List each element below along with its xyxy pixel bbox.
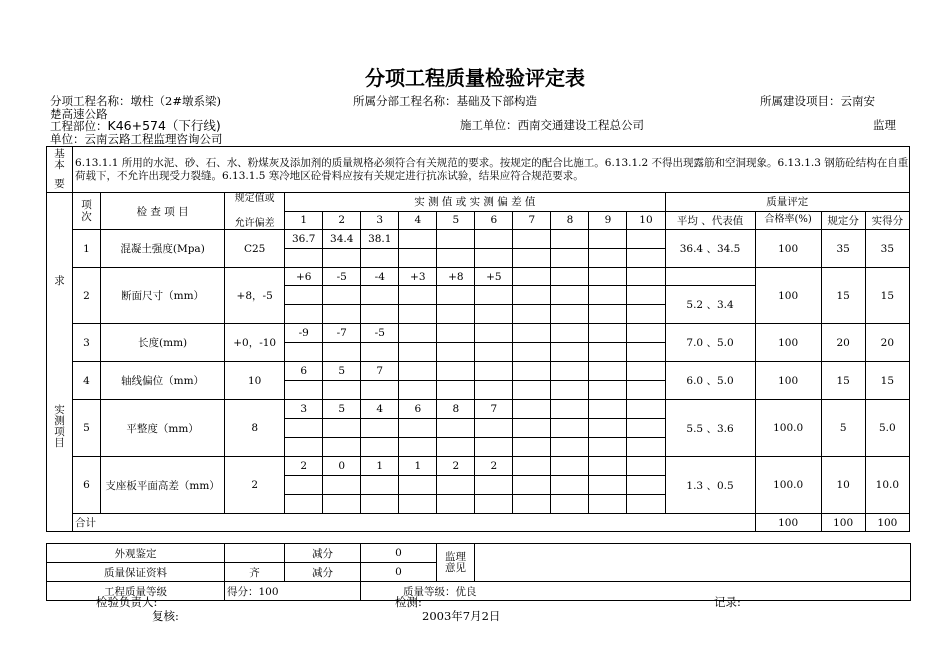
cell bbox=[513, 457, 551, 476]
total-label: 合计 bbox=[73, 514, 756, 532]
project-name-a: 所属建设项目：云南安 bbox=[760, 94, 875, 108]
appearance-deduct: 0 bbox=[361, 544, 437, 563]
row-4-avg: 6.0 、5.0 bbox=[665, 362, 755, 400]
col-spec-2: 允许偏差 bbox=[234, 218, 275, 229]
cell bbox=[513, 495, 551, 514]
cell bbox=[513, 305, 551, 324]
cell bbox=[551, 400, 589, 419]
cell bbox=[323, 495, 361, 514]
location-label: 工程部位： bbox=[50, 119, 108, 133]
row-6-spec: 2 bbox=[225, 457, 285, 514]
row-1-pass: 100 bbox=[755, 230, 821, 268]
cell bbox=[437, 324, 475, 343]
row-5-pass: 100.0 bbox=[755, 400, 821, 457]
row-1-val-2: 34.4 bbox=[323, 230, 361, 249]
cell bbox=[323, 305, 361, 324]
cell bbox=[627, 476, 665, 495]
cell bbox=[513, 438, 551, 457]
cell bbox=[551, 324, 589, 343]
cell bbox=[551, 305, 589, 324]
cell bbox=[399, 476, 437, 495]
row-3-val-1: -9 bbox=[285, 324, 323, 343]
cell bbox=[627, 343, 665, 362]
cell bbox=[399, 438, 437, 457]
row-5-no: 5 bbox=[73, 400, 101, 457]
row-4-got: 15 bbox=[865, 362, 909, 400]
row-6-score: 10 bbox=[821, 457, 865, 514]
cell bbox=[437, 249, 475, 268]
row-2-avg: 5.2 、3.4 bbox=[665, 286, 755, 324]
row-4-spec: 10 bbox=[225, 362, 285, 400]
col-n-8: 8 bbox=[551, 211, 589, 230]
contractor: 施工单位：西南交通建设工程总公司 bbox=[460, 118, 644, 132]
row-2-val-5: +8 bbox=[437, 268, 475, 286]
cell bbox=[589, 438, 627, 457]
row-6-val-5: 2 bbox=[437, 457, 475, 476]
row-2-score: 15 bbox=[821, 268, 865, 324]
inspection-table bbox=[46, 146, 910, 532]
basic-label-cell bbox=[47, 147, 73, 193]
row-3-score: 20 bbox=[821, 324, 865, 362]
cell bbox=[323, 249, 361, 268]
row-5-val-6: 7 bbox=[475, 400, 513, 419]
cell bbox=[551, 362, 589, 381]
cell bbox=[513, 476, 551, 495]
docs-state: 齐 bbox=[225, 563, 285, 582]
cell bbox=[551, 419, 589, 438]
col-n-2: 2 bbox=[323, 211, 361, 230]
col-seq bbox=[73, 193, 101, 230]
cell bbox=[589, 400, 627, 419]
cell bbox=[627, 419, 665, 438]
row-5-val-4: 6 bbox=[399, 400, 437, 419]
cell bbox=[475, 419, 513, 438]
docs-deduct: 0 bbox=[361, 563, 437, 582]
supervision-label bbox=[437, 544, 475, 582]
row-5-spec: 8 bbox=[225, 400, 285, 457]
cell bbox=[513, 400, 551, 419]
cell bbox=[589, 419, 627, 438]
row-4-pass: 100 bbox=[755, 362, 821, 400]
col-n-1: 1 bbox=[285, 211, 323, 230]
cell bbox=[361, 286, 399, 305]
row-4-score: 15 bbox=[821, 362, 865, 400]
cell bbox=[627, 230, 665, 249]
cell bbox=[475, 343, 513, 362]
row-6-val-6: 2 bbox=[475, 457, 513, 476]
basic-label-4: 求 bbox=[54, 274, 65, 287]
cell bbox=[475, 362, 513, 381]
cell bbox=[437, 362, 475, 381]
cell bbox=[437, 476, 475, 495]
location-value: K46+574（下行线) bbox=[107, 118, 221, 133]
row-6-val-2: 0 bbox=[323, 457, 361, 476]
side-label: 实测项目 bbox=[54, 403, 65, 449]
cell bbox=[513, 268, 551, 286]
cell bbox=[589, 230, 627, 249]
row-1-name: 混凝土强度(Mpa) bbox=[101, 230, 225, 268]
total-score: 100 bbox=[821, 514, 865, 532]
row-1-spec: C25 bbox=[225, 230, 285, 268]
row-6-val-3: 1 bbox=[361, 457, 399, 476]
row-2-val-6: +5 bbox=[475, 268, 513, 286]
cell bbox=[285, 305, 323, 324]
col-avg: 平均 、代表值 bbox=[665, 211, 755, 230]
reviewer-label: 复核: bbox=[152, 609, 179, 623]
row-5-val-3: 4 bbox=[361, 400, 399, 419]
row-2-no: 2 bbox=[73, 268, 101, 324]
row-1-val-3: 38.1 bbox=[361, 230, 399, 249]
col-n-3: 3 bbox=[361, 211, 399, 230]
cell bbox=[399, 495, 437, 514]
cell bbox=[589, 381, 627, 400]
supervision-opinion bbox=[475, 544, 911, 582]
row-5-val-2: 5 bbox=[323, 400, 361, 419]
cell bbox=[361, 438, 399, 457]
cell bbox=[551, 268, 589, 286]
appearance-deduct-label: 减分 bbox=[285, 544, 361, 563]
row-4-name: 轴线偏位（mm） bbox=[101, 362, 225, 400]
cell bbox=[475, 476, 513, 495]
docs-label: 质量保证资料 bbox=[47, 563, 225, 582]
total-pass: 100 bbox=[755, 514, 821, 532]
cell bbox=[361, 305, 399, 324]
cell bbox=[627, 457, 665, 476]
cell bbox=[513, 362, 551, 381]
col-seq-label: 项 次 bbox=[81, 199, 92, 223]
basic-label-3: 要 bbox=[54, 178, 65, 190]
cell bbox=[399, 324, 437, 343]
row-2-spec: +8，-5 bbox=[225, 268, 285, 324]
cell bbox=[475, 324, 513, 343]
cell bbox=[399, 230, 437, 249]
row-3-val-3: -5 bbox=[361, 324, 399, 343]
cell bbox=[513, 419, 551, 438]
row-1-avg: 36.4 、34.5 bbox=[665, 230, 755, 268]
grade-label: 工程质量等级 bbox=[47, 582, 225, 601]
side-label-cell bbox=[47, 193, 73, 532]
project-name-b: 楚高速公路 bbox=[50, 107, 108, 121]
form-title: 分项工程质量检验评定表 bbox=[365, 66, 585, 90]
row-2-val-1: +6 bbox=[285, 268, 323, 286]
cell bbox=[513, 381, 551, 400]
row-2-name: 断面尺寸（mm） bbox=[101, 268, 225, 324]
cell bbox=[627, 495, 665, 514]
cell bbox=[323, 343, 361, 362]
cell bbox=[361, 495, 399, 514]
cell bbox=[437, 419, 475, 438]
cell bbox=[589, 268, 627, 286]
col-n-7: 7 bbox=[513, 211, 551, 230]
cell bbox=[589, 362, 627, 381]
cell bbox=[475, 230, 513, 249]
col-pass bbox=[755, 211, 821, 230]
row-5-name: 平整度（mm） bbox=[101, 400, 225, 457]
cell bbox=[285, 286, 323, 305]
cell bbox=[285, 419, 323, 438]
basic-label-1: 基 bbox=[54, 148, 65, 160]
cell bbox=[285, 249, 323, 268]
row-3-no: 3 bbox=[73, 324, 101, 362]
cell bbox=[551, 495, 589, 514]
row-3-got: 20 bbox=[865, 324, 909, 362]
col-n-5: 5 bbox=[437, 211, 475, 230]
cell bbox=[475, 286, 513, 305]
row-1-no: 1 bbox=[73, 230, 101, 268]
cell bbox=[589, 324, 627, 343]
cell bbox=[627, 305, 665, 324]
cell bbox=[589, 343, 627, 362]
row-1-got: 35 bbox=[865, 230, 909, 268]
cell bbox=[323, 419, 361, 438]
row-6-val-1: 2 bbox=[285, 457, 323, 476]
cell bbox=[513, 249, 551, 268]
row-4-val-1: 6 bbox=[285, 362, 323, 381]
row-3-pass: 100 bbox=[755, 324, 821, 362]
cell bbox=[475, 305, 513, 324]
cell bbox=[361, 249, 399, 268]
cell bbox=[475, 495, 513, 514]
supervisor-label: 监理 bbox=[873, 118, 896, 132]
cell bbox=[513, 286, 551, 305]
row-2-val-2: -5 bbox=[323, 268, 361, 286]
docs-deduct-label: 减分 bbox=[285, 563, 361, 582]
cell bbox=[399, 286, 437, 305]
cell bbox=[285, 381, 323, 400]
cell bbox=[551, 381, 589, 400]
cell bbox=[551, 249, 589, 268]
col-score: 规定分 bbox=[821, 211, 865, 230]
col-n-9: 9 bbox=[589, 211, 627, 230]
cell bbox=[551, 230, 589, 249]
cell bbox=[589, 286, 627, 305]
cell bbox=[437, 438, 475, 457]
cell bbox=[551, 343, 589, 362]
cell bbox=[627, 249, 665, 268]
points: 得分：100 bbox=[225, 582, 361, 601]
inspector-label: 检验负责人: bbox=[96, 595, 158, 609]
basic-requirements: 6.13.1.1 所用的水泥、砂、石、水、粉煤灰及添加剂的质量规格必须符合有关规范的要求。按规定的配合比施工。6.13.1.2 不得出现露筋和空洞现象。6.13.1.3 钢筋砼结构在自重荷载下，不允许出现受力裂缝。6.13.1.5 寒冷地区砼骨料应按有关规定进行抗冻试验，结果应符合规范要求。 bbox=[73, 147, 910, 193]
cell bbox=[513, 230, 551, 249]
cell bbox=[589, 476, 627, 495]
cell bbox=[437, 381, 475, 400]
inspection-date: 2003年7月2日 bbox=[422, 609, 501, 623]
cell bbox=[323, 381, 361, 400]
cell bbox=[399, 249, 437, 268]
grade-value: 质量等级：优良 bbox=[361, 582, 911, 601]
row-4-val-2: 5 bbox=[323, 362, 361, 381]
cell bbox=[627, 438, 665, 457]
cell bbox=[285, 495, 323, 514]
cell bbox=[627, 381, 665, 400]
cell bbox=[361, 476, 399, 495]
row-6-got: 10.0 bbox=[865, 457, 909, 514]
row-6-name: 支座板平面高差（mm） bbox=[101, 457, 225, 514]
cell bbox=[399, 343, 437, 362]
cell bbox=[589, 495, 627, 514]
row-2-val-3: -4 bbox=[361, 268, 399, 286]
appearance-label: 外观鉴定 bbox=[47, 544, 225, 563]
row-2-got: 15 bbox=[865, 268, 909, 324]
cell bbox=[627, 324, 665, 343]
cell bbox=[399, 362, 437, 381]
cell bbox=[475, 381, 513, 400]
cell bbox=[589, 457, 627, 476]
col-n-4: 4 bbox=[399, 211, 437, 230]
col-got: 实得分 bbox=[865, 211, 909, 230]
row-5-val-1: 3 bbox=[285, 400, 323, 419]
cell bbox=[513, 343, 551, 362]
cell bbox=[285, 438, 323, 457]
summary-table bbox=[46, 543, 911, 601]
col-pass-label: 合格率(%) bbox=[764, 214, 812, 226]
row-5-score: 5 bbox=[821, 400, 865, 457]
supervision-label-2: 意见 bbox=[445, 561, 466, 574]
row-4-val-3: 7 bbox=[361, 362, 399, 381]
col-measured: 实 测 值 或 实 测 偏 差 值 bbox=[285, 193, 665, 212]
supervisor-unit: 单位：云南云路工程监理咨询公司 bbox=[50, 132, 223, 146]
total-got: 100 bbox=[865, 514, 909, 532]
cell bbox=[323, 286, 361, 305]
cell bbox=[361, 381, 399, 400]
supervision-label-1: 监理 bbox=[445, 550, 466, 563]
cell bbox=[437, 343, 475, 362]
cell bbox=[437, 305, 475, 324]
recorder-label: 记录: bbox=[714, 595, 741, 609]
col-n-10: 10 bbox=[627, 211, 665, 230]
row-5-val-5: 8 bbox=[437, 400, 475, 419]
row-6-val-4: 1 bbox=[399, 457, 437, 476]
row-6-avg: 1.3 、0.5 bbox=[665, 457, 755, 514]
col-item: 检 查 项 目 bbox=[101, 193, 225, 230]
cell bbox=[323, 438, 361, 457]
location bbox=[50, 120, 221, 133]
row-4-no: 4 bbox=[73, 362, 101, 400]
cell bbox=[627, 286, 665, 305]
cell bbox=[361, 343, 399, 362]
cell bbox=[285, 476, 323, 495]
cell bbox=[589, 249, 627, 268]
col-n-6: 6 bbox=[475, 211, 513, 230]
cell bbox=[323, 476, 361, 495]
cell bbox=[399, 419, 437, 438]
cell bbox=[475, 249, 513, 268]
row-1-val-1: 36.7 bbox=[285, 230, 323, 249]
cell bbox=[513, 324, 551, 343]
row-6-pass: 100.0 bbox=[755, 457, 821, 514]
row-2-pass: 100 bbox=[755, 268, 821, 324]
cell bbox=[551, 286, 589, 305]
row-1-score: 35 bbox=[821, 230, 865, 268]
row-5-got: 5.0 bbox=[865, 400, 909, 457]
cell bbox=[627, 400, 665, 419]
cell bbox=[665, 268, 755, 286]
row-6-no: 6 bbox=[73, 457, 101, 514]
row-3-name: 长度(mm) bbox=[101, 324, 225, 362]
col-eval: 质量评定 bbox=[665, 193, 910, 212]
cell bbox=[437, 230, 475, 249]
appearance-blank bbox=[225, 544, 285, 563]
cell bbox=[285, 343, 323, 362]
item-name: 分项工程名称：墩柱（2#墩系梁) bbox=[50, 94, 221, 108]
tester-label: 检测: bbox=[395, 595, 422, 609]
cell bbox=[551, 476, 589, 495]
row-3-val-2: -7 bbox=[323, 324, 361, 343]
cell bbox=[551, 438, 589, 457]
cell bbox=[551, 457, 589, 476]
cell bbox=[437, 495, 475, 514]
cell bbox=[627, 268, 665, 286]
col-spec bbox=[225, 193, 285, 230]
cell bbox=[475, 438, 513, 457]
cell bbox=[589, 305, 627, 324]
row-2-val-4: +3 bbox=[399, 268, 437, 286]
col-spec-1: 规定值或 bbox=[234, 193, 275, 204]
basic-label-2: 本 bbox=[54, 159, 65, 171]
cell bbox=[437, 286, 475, 305]
row-3-spec: +0，-10 bbox=[225, 324, 285, 362]
cell bbox=[399, 381, 437, 400]
row-5-avg: 5.5 、3.6 bbox=[665, 400, 755, 457]
row-3-avg: 7.0 、5.0 bbox=[665, 324, 755, 362]
cell bbox=[399, 305, 437, 324]
cell bbox=[361, 419, 399, 438]
cell bbox=[627, 362, 665, 381]
division-name: 所属分部工程名称：基础及下部构造 bbox=[353, 94, 537, 108]
